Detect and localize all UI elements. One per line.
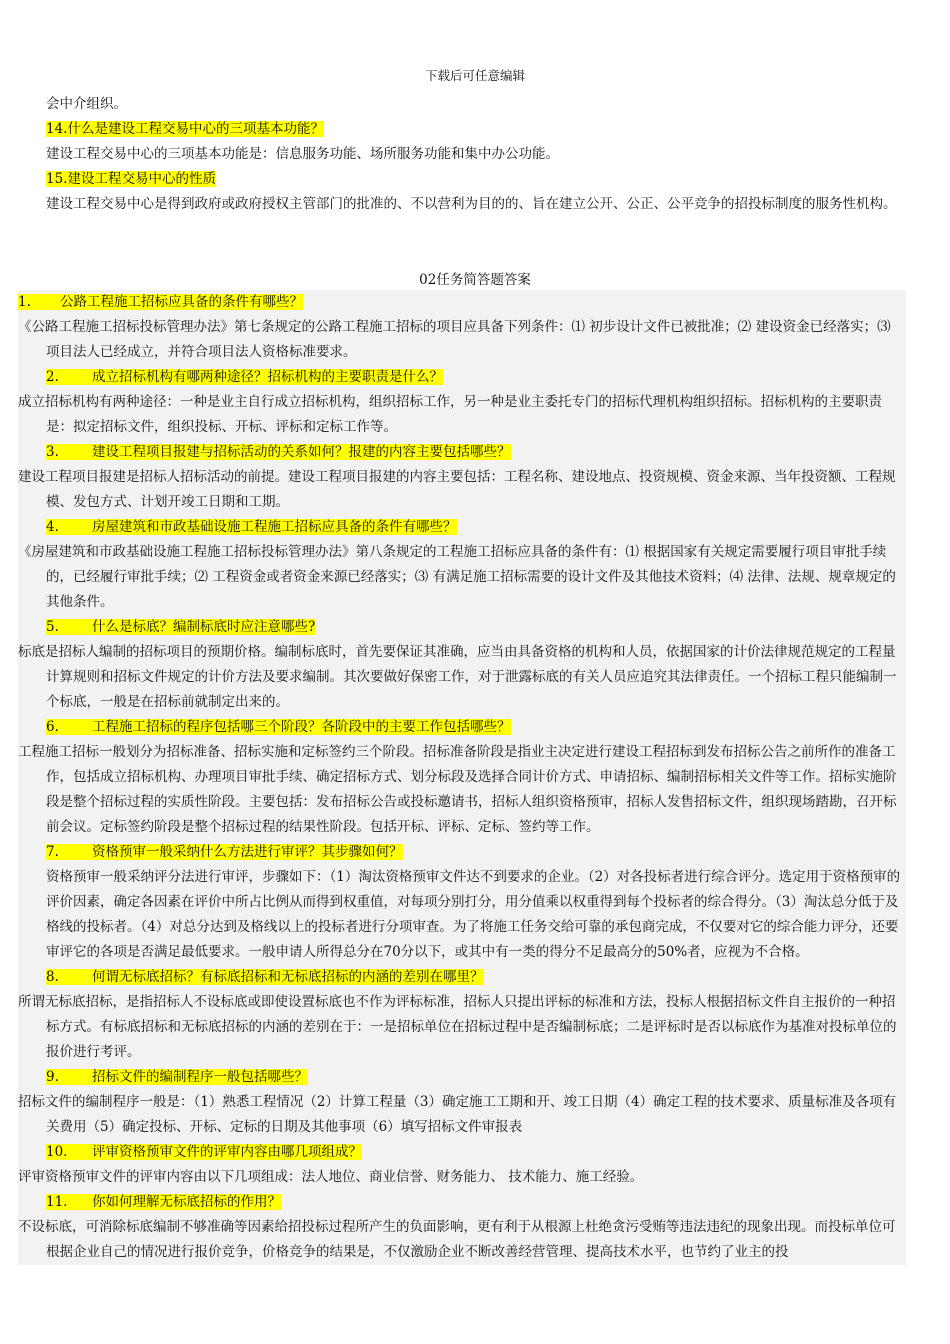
question-line <box>18 1140 906 1165</box>
question-highlight <box>46 719 511 735</box>
question-number: 1. <box>18 294 31 310</box>
answer-text: 《公路工程施工招标投标管理办法》第七条规定的公路工程施工招标的项目应具备下列条件：⑴ 初步设计文件已被批准；⑵ 建设资金已经落实；⑶ 项目法人已经成立，并符合项目法人资格标准要求。 <box>18 319 891 360</box>
question-line <box>18 440 906 465</box>
question-number: 9. <box>46 1069 59 1085</box>
question-highlight <box>46 619 315 635</box>
question-text: 招标文件的编制程序一般包括哪些？ <box>92 1069 308 1085</box>
question-highlight <box>46 969 484 985</box>
question-number: 8. <box>46 969 59 985</box>
question-text: 建设工程项目报建与招标活动的关系如何？报建的内容主要包括哪些？ <box>92 444 511 460</box>
question-text: 公路工程施工招标应具备的条件有哪些？ <box>60 294 303 310</box>
qa-item <box>18 1140 906 1190</box>
question-line <box>18 615 906 640</box>
answer-text: 标底是招标人编制的招标项目的预期价格。编制标底时，首先要保证其准确，应当由具备资格的机构和人员，依据国家的计价法律规范规定的工程量计算规则和招标文件规定的计价方法及要求编制。其次要做好保密工作，对于泄露标底的有关人员应追究其法律责任。一个招标工程只能编制一个标底，一般是在招标前就制定出来的。 <box>18 644 897 710</box>
answer-text: 成立招标机构有两种途径：一种是业主自行成立招标机构，组织招标工作，另一种是业主委托专门的招标代理机构组织招标。招标机构的主要职责是：拟定招标文件，组织投标、开标、评标和定标工作等。 <box>18 394 882 435</box>
answer-text: 不设标底，可消除标底编制不够准确等因素给招投标过程所产生的负面影响，更有利于从根源上杜绝贪污受贿等违法违纪的现象出现。而投标单位可根据企业自己的情况进行报价竞争，价格竞争的结果是，不仅激励企业不断改善经营管理、提高技术水平，也节约了业主的投 <box>18 1219 896 1260</box>
question-number: 7. <box>46 844 59 860</box>
question-text: 评审资格预审文件的评审内容由哪几项组成？ <box>92 1144 362 1160</box>
question-text: 你如何理解无标底招标的作用？ <box>92 1194 281 1210</box>
answer-text: 《房屋建筑和市政基础设施工程施工招标投标管理办法》第八条规定的工程施工招标应具备的条件有：⑴ 根据国家有关规定需要履行项目审批手续的，已经履行审批手续；⑵ 工程资金或者资金来源已经落实；⑶ 有满足施工招标需要的设计文件及其他技术资料；⑷ 法律、法规、规章规定的其他条件。 <box>18 544 896 610</box>
question-highlight <box>46 444 511 460</box>
answer-text: 资格预审一般采纳评分法进行审评，步骤如下：（1）淘汰资格预审文件达不到要求的企业。（2）对各投标者进行综合评分。选定用于资格预审的评价因素，确定各因素在评价中所占比例从而得到权重值，对每项分别打分，用分值乘以权重得到每个投标者的综合得分。（3）淘汰总分低于及格线的投标者。（4）对总分达到及格线以上的投标者进行分项审查。为了将施工任务交给可靠的承包商完成，不仅要对它的综合能力评分，还要审评它的各项是否满足最低要求。一般申请人所得总分在70分以下，或其中有一类的得分不足最高分的50%者，应视为不合格。 <box>46 869 901 960</box>
question-line <box>18 965 906 990</box>
question-line <box>18 365 906 390</box>
question-highlight <box>46 1144 362 1160</box>
question-line <box>18 715 906 740</box>
question-line <box>18 1190 906 1215</box>
question-line <box>18 290 906 315</box>
question-number: 3. <box>46 444 59 460</box>
question-text: 工程施工招标的程序包括哪三个阶段？各阶段中的主要工作包括哪些？ <box>92 719 511 735</box>
question-text: 房屋建筑和市政基础设施工程施工招标应具备的条件有哪些？ <box>92 519 457 535</box>
answer-text: 所谓无标底招标，是指招标人不设标底或即使设置标底也不作为评标标准，招标人只提出评标的标准和方法，投标人根据招标文件自主报价的一种招标方式。有标底招标和无标底招标的内涵的差别在于：一是招标单位在招标过程中是否编制标底；二是评标时是否以标底作为基准对投标单位的报价进行考评。 <box>18 994 897 1060</box>
question-15: 15.建设工程交易中心的性质 <box>46 171 216 187</box>
question-text: 成立招标机构有哪两种途径？招标机构的主要职责是什么？ <box>92 369 443 385</box>
question-highlight <box>46 844 403 860</box>
question-highlight <box>46 519 457 535</box>
question-highlight <box>46 369 443 385</box>
answer-text: 建设工程项目报建是招标人招标活动的前提。建设工程项目报建的内容主要包括：工程名称、建设地点、投资规模、资金来源、当年投资额、工程规模、发包方式、计划开竣工日期和工期。 <box>18 469 896 510</box>
answer-15: 建设工程交易中心是得到政府或政府授权主管部门的批准的、不以营利为目的的、旨在建立公开、公正、公平竞争的招投标制度的服务性机构。 <box>46 196 897 212</box>
continued-text: 会中介组织。 <box>46 96 127 112</box>
qa-item <box>18 840 906 965</box>
question-highlight <box>18 294 303 310</box>
question-highlight <box>46 1069 308 1085</box>
qa-item <box>18 1065 906 1140</box>
section-title: 02任务简答题答案 <box>419 272 531 288</box>
answer-14: 建设工程交易中心的三项基本功能是：信息服务功能、场所服务功能和集中办公功能。 <box>46 146 559 162</box>
answer-text: 评审资格预审文件的评审内容由以下几项组成：法人地位、商业信誉、财务能力、 技术能力、施工经验。 <box>18 1169 644 1185</box>
question-highlight <box>46 1194 281 1210</box>
qa-list <box>18 290 906 1265</box>
question-text: 什么是标底？编制标底时应注意哪些? <box>92 619 316 635</box>
question-text: 何谓无标底招标？有标底招标和无标底招标的内涵的差别在哪里？ <box>92 969 484 985</box>
qa-item <box>18 440 906 515</box>
question-line <box>18 1065 906 1090</box>
question-14: 14.什么是建设工程交易中心的三项基本功能？ <box>46 121 324 137</box>
question-number: 5. <box>46 619 59 635</box>
page-header: 下载后可任意编辑 <box>424 68 525 83</box>
answer-text: 招标文件的编制程序一般是：（1）熟悉工程情况（2）计算工程量（3）确定施工工期和开、竣工日期（4）确定工程的技术要求、质量标准及各项有关费用（5）确定投标、开标、定标的日期及其他事项（6）填写招标文件审报表 <box>18 1094 897 1135</box>
answer-text: 工程施工招标一般划分为招标准备、招标实施和定标签约三个阶段。招标准备阶段是指业主决定进行建设工程招标到发布招标公告之前所作的准备工作，包括成立招标机构、办理项目审批手续、确定招标方式、划分标段及选择合同计价方式、申请招标、编制招标相关文件等工作。招标实施阶段是整个招标过程的实质性阶段。主要包括：发布招标公告或投标邀请书，招标人组织资格预审，招标人发售招标文件，组织现场踏勘，召开标前会议。定标签约阶段是整个招标过程的结果性阶段。包括开标、评标、定标、签约等工作。 <box>18 744 897 835</box>
question-line <box>18 840 906 865</box>
question-line <box>18 515 906 540</box>
qa-item <box>18 365 906 440</box>
qa-item <box>18 715 906 840</box>
question-text: 资格预审一般采纳什么方法进行审评？其步骤如何？ <box>92 844 403 860</box>
qa-item <box>18 615 906 715</box>
qa-item <box>18 290 906 365</box>
qa-item <box>18 515 906 615</box>
question-number: 10. <box>46 1144 68 1160</box>
question-number: 6. <box>46 719 59 735</box>
question-number: 2. <box>46 369 59 385</box>
qa-item <box>18 965 906 1065</box>
question-number: 4. <box>46 519 59 535</box>
top-section <box>46 92 906 217</box>
qa-item <box>18 1190 906 1265</box>
question-number: 11. <box>46 1194 68 1210</box>
